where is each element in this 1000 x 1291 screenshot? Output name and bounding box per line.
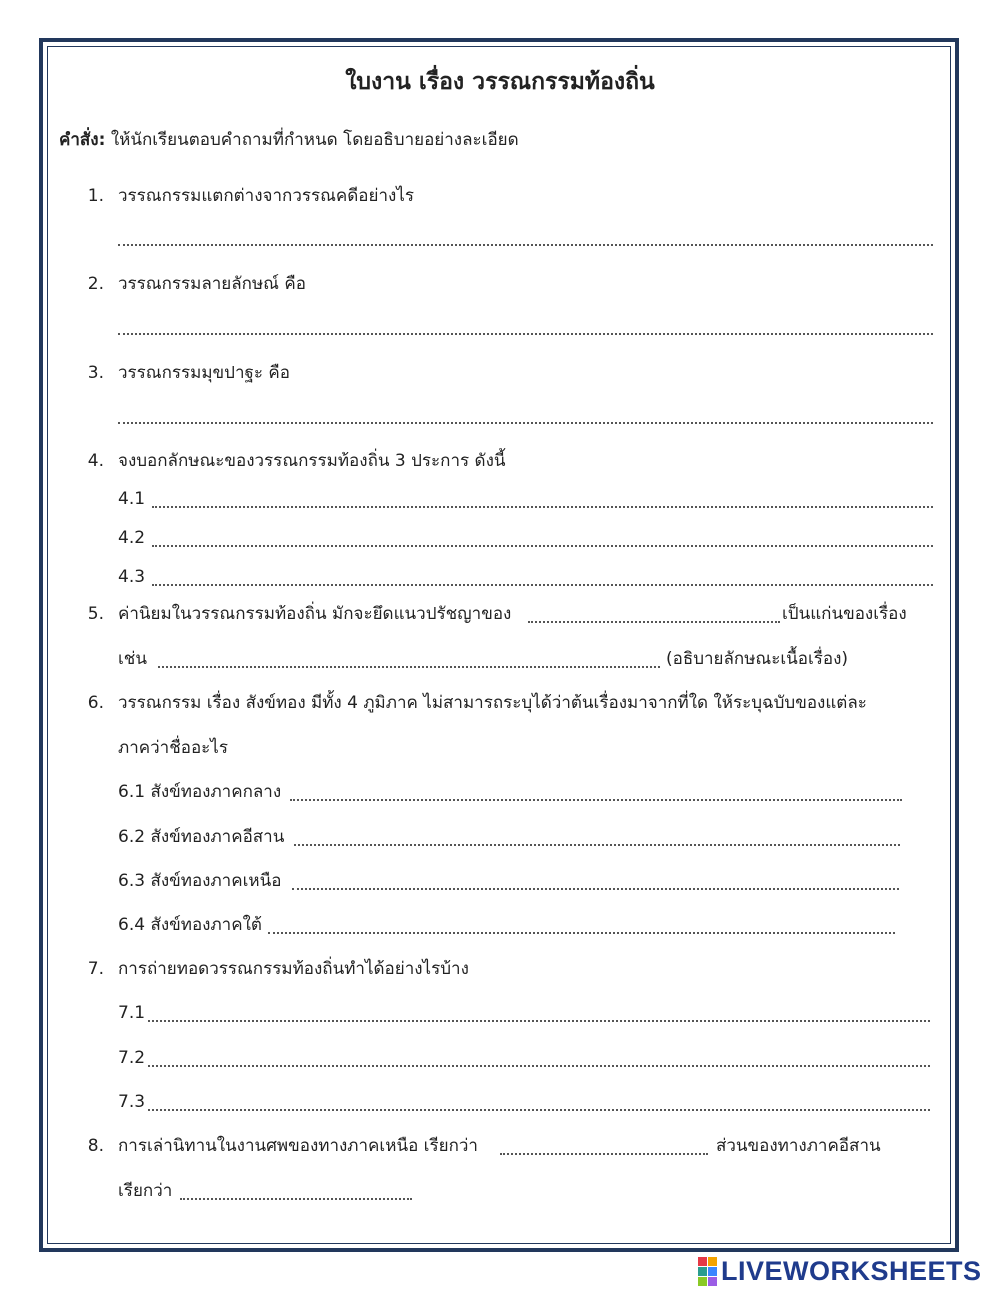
q2-number: 2. [87,274,104,294]
q3-answer-line[interactable] [118,422,933,424]
q8-text-c: เรียกว่า [118,1181,173,1201]
q8-text-a: การเล่านิทานในงานศพของทางภาคเหนือ เรียกว่า [118,1136,478,1156]
q1-number: 1. [87,186,104,206]
q6-sub-label: 6.3 สังข์ทองภาคเหนือ [118,871,282,891]
q6-number: 6. [87,693,104,713]
q4-sub-label: 4.2 [118,528,146,548]
instruction [59,129,519,151]
q1-text: วรรณกรรมแตกต่างจากวรรณคดีอย่างไร [118,186,415,206]
q8-north-answer-line[interactable] [500,1153,708,1155]
q7-sub-answer-line[interactable] [148,1020,930,1022]
q7-sub-label: 7.3 [118,1092,146,1112]
q6-line2: ภาคว่าชื่ออะไร [118,738,228,758]
liveworksheets-logo [698,1255,982,1287]
worksheet-title: ใบงาน เรื่อง วรรณกรรมท้องถิ่น [345,69,655,95]
q8-text-b: ส่วนของทางภาคอีสาน [716,1136,881,1156]
q3-text: วรรณกรรมมุขปาฐะ คือ [118,363,291,383]
q1-answer-line[interactable] [118,244,933,246]
q5-text-d: (อธิบายลักษณะเนื้อเรื่อง) [666,649,849,669]
q4-sub-answer-line[interactable] [152,584,933,586]
q6-line1: วรรณกรรม เรื่อง สังข์ทอง มีทั้ง 4 ภูมิภาค ไม่สามารถระบุได้ว่าต้นเรื่องมาจากที่ใด ให้ระบุฉบับของแต่ละ [118,693,867,713]
q7-sub-answer-line[interactable] [148,1109,930,1111]
q5-number: 5. [87,604,104,624]
q6-sub-answer-line[interactable] [292,888,899,890]
q2-answer-line[interactable] [118,333,933,335]
q6-sub-answer-line[interactable] [294,844,900,846]
q4-sub-answer-line[interactable] [152,506,933,508]
q4-sub-label: 4.1 [118,489,146,509]
q5-text-b: เป็นแก่นของเรื่อง [782,604,907,624]
q4-text: จงบอกลักษณะของวรรณกรรมท้องถิ่น 3 ประการ ดังนี้ [118,451,506,471]
logo-blocks-icon [698,1257,717,1286]
q8-isan-answer-line[interactable] [180,1198,412,1200]
q7-sub-label: 7.2 [118,1048,146,1068]
q6-sub-answer-line[interactable] [268,932,895,934]
q7-number: 7. [87,959,104,979]
q5-example-answer-line[interactable] [158,666,660,668]
q3-number: 3. [87,363,104,383]
q4-sub-answer-line[interactable] [152,545,933,547]
q7-sub-answer-line[interactable] [148,1065,930,1067]
q5-philosophy-answer-line[interactable] [528,621,780,623]
logo-text: LIVEWORKSHEETS [721,1255,982,1286]
q6-sub-label: 6.1 สังข์ทองภาคกลาง [118,782,282,802]
q7-text: การถ่ายทอดวรรณกรรมท้องถิ่นทำได้อย่างไรบ้าง [118,959,469,979]
q4-number: 4. [87,451,104,471]
q6-sub-label: 6.4 สังข์ทองภาคใต้ [118,915,262,935]
q8-number: 8. [87,1136,104,1156]
q7-sub-label: 7.1 [118,1003,146,1023]
instruction-text: ให้นักเรียนตอบคำถามที่กำหนด โดยอธิบายอย่างละเอียด [110,130,519,150]
q5-text-a: ค่านิยมในวรรณกรรมท้องถิ่น มักจะยึดแนวปรัชญาของ [118,604,512,624]
q6-sub-answer-line[interactable] [290,799,902,801]
q6-sub-label: 6.2 สังข์ทองภาคอีสาน [118,827,285,847]
q5-text-c: เช่น [118,649,147,669]
instruction-label: คำสั่ง: [59,130,106,150]
q2-text: วรรณกรรมลายลักษณ์ คือ [118,274,306,294]
q4-sub-label: 4.3 [118,567,146,587]
